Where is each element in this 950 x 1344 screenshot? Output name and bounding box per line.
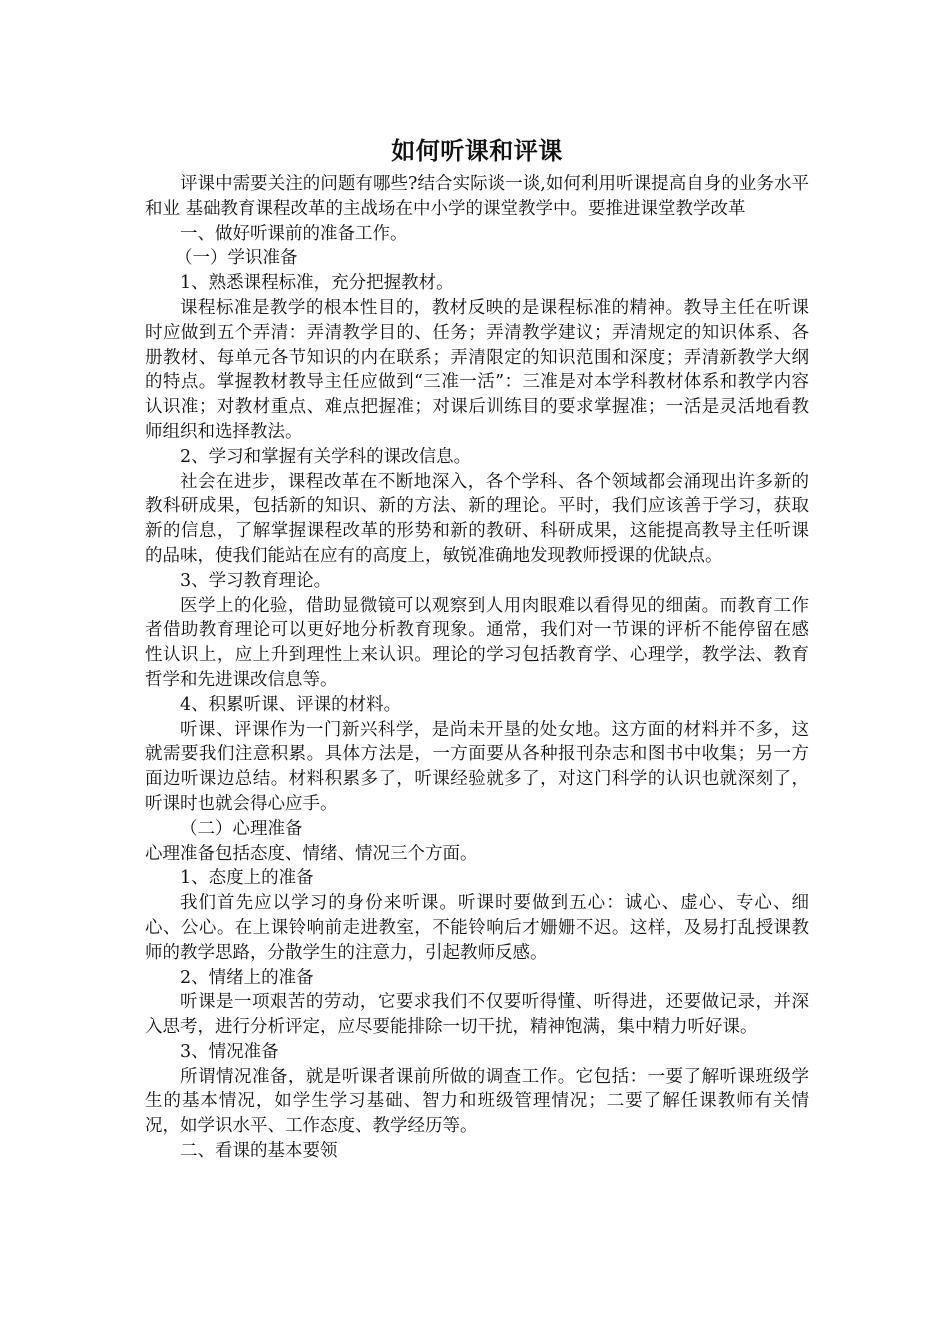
subsection-heading-knowledge: （一）学识准备: [175, 248, 298, 269]
item-heading: 3、情况准备: [180, 1041, 279, 1062]
document-body: [145, 136, 809, 1164]
item-heading: 2、学习和掌握有关学科的课改信息。: [180, 446, 472, 467]
body-paragraph: 社会在进步，课程改革在不断地深入，各个学科、各个领域都会涌现出许多新的教科研成果，包括新的知识、新的方法、新的理论。平时，我们应该善于学习，获取新的信息，了解掌握课程改革的形势和新的教研、科研成果，这能提高教导主任听课的品味，使我们能站在应有的高度上，敏锐准确地发现教师授课的优缺点。: [145, 471, 809, 566]
item-heading: 2、情绪上的准备: [180, 967, 314, 988]
body-paragraph: 听课、评课作为一门新兴科学，是尚未开垦的处女地。这方面的材料并不多，这就需要我们注意积累。具体方法是，一方面要从各种报刊杂志和图书中收集；另一方面边听课边总结。材料积累多了，听课经验就多了，对这门科学的认识也就深刻了，听课时也就会得心应手。: [145, 719, 809, 814]
document-title: 如何听课和评课: [391, 136, 563, 165]
item-heading: 3、学习教育理论。: [180, 570, 332, 591]
body-paragraph: 我们首先应以学习的身份来听课。听课时要做到五心：诚心、虚心、专心、细心、公心。在上课铃响前走进教室，不能铃响后才姗姗不迟。这样，及易打乱授课教师的教学思路，分散学生的注意力，引起教师反感。: [145, 893, 809, 963]
body-paragraph: 课程标准是教学的根本性目的，教材反映的是课程标准的精神。教导主任在听课时应做到五个弄清：弄清教学目的、任务；弄清教学建议；弄清规定的知识体系、各册教材、每单元各节知识的内在联系；弄清限定的知识范围和深度；弄清新教学大纲的特点。掌握教材教导主任应做到“三准一活”：三准是对本学科教材体系和教学内容认识准；对教材重点、难点把握准；对课后训练目的要求掌握准；一活是灵活地看教师组织和选择教法。: [145, 297, 809, 442]
item-heading: 4、积累听课、评课的材料。: [180, 694, 402, 715]
section-heading-2: 二、看课的基本要领: [180, 1141, 338, 1162]
intro-paragraph: 评课中需要关注的问题有哪些?结合实际谈一谈,如何利用听课提高自身的业务水平和业 基础教育课程改革的主战场在中小学的课堂教学中。要推进课堂教学改革: [145, 174, 809, 219]
body-paragraph: 听课是一项艰苦的劳动，它要求我们不仅要听得懂、听得进，还要做记录，并深入思考，进行分析评定，应尽要能排除一切干扰，精神饱满，集中精力听好课。: [145, 992, 809, 1038]
item-heading: 1、态度上的准备: [180, 868, 314, 889]
section-heading-1: 一、做好听课前的准备工作。: [180, 223, 408, 244]
subsection-heading-psychology: （二）心理准备: [180, 818, 303, 839]
body-paragraph: 医学上的化验，借助显微镜可以观察到人用肉眼难以看得见的细菌。而教育工作者借助教育理论可以更好地分析教育现象。通常，我们对一节课的评析不能停留在感性认识上，应上升到理性上来认识。理论的学习包括教育学、心理学，教学法、教育哲学和先进课改信息等。: [145, 595, 809, 690]
body-paragraph: 所谓情况准备，就是听课者课前所做的调查工作。它包括：一要了解听课班级学生的基本情况，如学生学习基础、智力和班级管理情况；二要了解任课教师有关情况，如学识水平、工作态度、教学经历等。: [145, 1066, 809, 1137]
body-paragraph: 心理准备包括态度、情绪、情况三个方面。: [145, 843, 478, 864]
item-heading: 1、熟悉课程标准，充分把握教材。: [180, 273, 454, 294]
